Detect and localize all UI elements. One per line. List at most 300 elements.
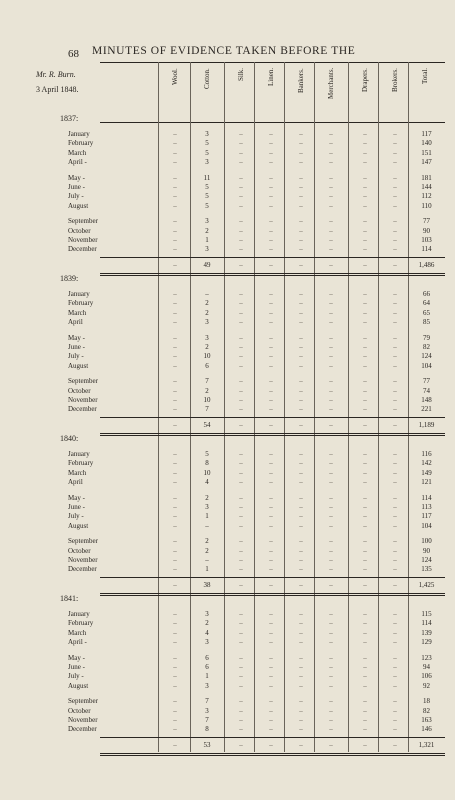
cell-wool: –: [173, 377, 177, 386]
cell-empty: –: [269, 459, 273, 468]
cell-empty: –: [239, 158, 243, 167]
cell-empty: –: [269, 158, 273, 167]
cell-empty: –: [239, 663, 243, 671]
cell-wool: –: [173, 318, 177, 327]
cell-empty: –: [329, 183, 333, 191]
cell-empty: –: [363, 386, 367, 395]
cell-cotton: 3: [205, 158, 209, 167]
sum-empty: –: [329, 260, 333, 269]
cell-empty: –: [239, 565, 243, 574]
cell-total: 64: [423, 299, 430, 308]
cell-empty: –: [393, 537, 397, 546]
cell-empty: –: [269, 697, 273, 706]
cell-empty: –: [329, 333, 333, 342]
cell-empty: –: [269, 546, 273, 555]
cell-empty: –: [239, 493, 243, 502]
cell-empty: –: [269, 192, 273, 201]
cell-empty: –: [269, 468, 273, 477]
cell-total: 77: [423, 377, 430, 386]
month-label: January: [68, 290, 90, 298]
cell-empty: –: [299, 716, 303, 724]
cell-empty: –: [269, 610, 273, 618]
cell-empty: –: [299, 450, 303, 458]
cell-empty: –: [269, 478, 273, 487]
cell-empty: –: [239, 672, 243, 681]
cell-cotton: 2: [205, 299, 209, 308]
cell-empty: –: [299, 512, 303, 521]
cell-total: 146: [421, 725, 432, 734]
cell-empty: –: [239, 148, 243, 157]
cell-empty: –: [393, 130, 397, 138]
cell-empty: –: [363, 158, 367, 167]
cell-empty: –: [239, 226, 243, 235]
cell-total: 115: [421, 610, 432, 618]
cell-empty: –: [239, 619, 243, 628]
cell-wool: –: [173, 725, 177, 734]
cell-total: 124: [421, 352, 432, 361]
cell-empty: –: [363, 333, 367, 342]
cell-empty: –: [239, 697, 243, 706]
cell-total: 124: [421, 556, 432, 564]
month-label: September: [68, 697, 98, 706]
cell-empty: –: [269, 361, 273, 370]
month-label: June -: [68, 183, 85, 191]
cell-empty: –: [269, 245, 273, 254]
cell-empty: –: [239, 299, 243, 308]
month-label: May -: [68, 333, 85, 342]
cell-empty: –: [363, 343, 367, 351]
cell-total: 142: [421, 459, 432, 468]
cell-empty: –: [329, 290, 333, 298]
month-label: April -: [68, 638, 87, 647]
cell-empty: –: [329, 386, 333, 395]
cell-wool: –: [173, 672, 177, 681]
cell-total: 113: [421, 503, 432, 511]
month-label: February: [68, 299, 94, 308]
cell-empty: –: [329, 299, 333, 308]
cell-empty: –: [363, 468, 367, 477]
cell-empty: –: [299, 546, 303, 555]
cell-cotton: 2: [205, 343, 209, 351]
cell-wool: –: [173, 716, 177, 724]
cell-cotton: 5: [205, 192, 209, 201]
cell-empty: –: [393, 352, 397, 361]
cell-empty: –: [299, 459, 303, 468]
cell-wool: –: [173, 697, 177, 706]
month-label: September: [68, 217, 98, 226]
cell-wool: –: [173, 681, 177, 690]
cell-wool: –: [173, 450, 177, 458]
cell-empty: –: [393, 653, 397, 662]
cell-cotton: 8: [205, 459, 209, 468]
cell-empty: –: [393, 556, 397, 564]
cell-empty: –: [329, 405, 333, 414]
sum-wool: –: [173, 740, 177, 749]
column-divider: [224, 62, 225, 752]
cell-empty: –: [269, 493, 273, 502]
cell-empty: –: [239, 333, 243, 342]
cell-cotton: 3: [205, 503, 209, 511]
cell-wool: –: [173, 565, 177, 574]
cell-empty: –: [299, 236, 303, 244]
cell-empty: –: [393, 628, 397, 637]
cell-empty: –: [329, 468, 333, 477]
cell-empty: –: [239, 236, 243, 244]
cell-empty: –: [239, 628, 243, 637]
cell-total: 163: [421, 716, 432, 724]
cell-empty: –: [363, 405, 367, 414]
cell-empty: –: [393, 299, 397, 308]
month-label: January: [68, 130, 90, 138]
cell-empty: –: [363, 546, 367, 555]
cell-empty: –: [299, 653, 303, 662]
cell-empty: –: [363, 653, 367, 662]
cell-cotton: 3: [205, 217, 209, 226]
cell-empty: –: [329, 503, 333, 511]
cell-empty: –: [269, 226, 273, 235]
cell-cotton: 6: [205, 663, 209, 671]
cell-empty: –: [363, 173, 367, 182]
cell-empty: –: [299, 183, 303, 191]
cell-empty: –: [363, 352, 367, 361]
cell-wool: –: [173, 468, 177, 477]
cell-empty: –: [393, 478, 397, 487]
cell-empty: –: [269, 503, 273, 511]
cell-empty: –: [299, 493, 303, 502]
cell-cotton: 8: [205, 725, 209, 734]
sum-top-rule: [100, 737, 445, 738]
cell-empty: –: [239, 183, 243, 191]
sum-empty: –: [239, 740, 243, 749]
cell-wool: –: [173, 217, 177, 226]
cell-empty: –: [363, 201, 367, 210]
sum-bottom-rule: [100, 753, 445, 756]
cell-empty: –: [299, 245, 303, 254]
cell-empty: –: [269, 628, 273, 637]
cell-empty: –: [329, 148, 333, 157]
cell-wool: –: [173, 139, 177, 148]
cell-empty: –: [239, 468, 243, 477]
cell-empty: –: [329, 546, 333, 555]
cell-empty: –: [393, 148, 397, 157]
cell-wool: –: [173, 183, 177, 191]
cell-total: 79: [423, 333, 430, 342]
month-label: July -: [68, 512, 84, 521]
cell-empty: –: [299, 663, 303, 671]
cell-empty: –: [239, 725, 243, 734]
cell-empty: –: [363, 290, 367, 298]
cell-empty: –: [269, 217, 273, 226]
cell-wool: –: [173, 663, 177, 671]
cell-empty: –: [299, 468, 303, 477]
header-bottom-rule: [100, 122, 445, 123]
cell-cotton: –: [205, 556, 209, 564]
cell-empty: –: [239, 405, 243, 414]
month-label: August: [68, 201, 89, 210]
cell-wool: –: [173, 706, 177, 715]
cell-empty: –: [329, 537, 333, 546]
cell-empty: –: [393, 217, 397, 226]
cell-empty: –: [393, 318, 397, 327]
year-label: 1840:: [60, 434, 79, 443]
month-label: March: [68, 628, 87, 637]
cell-cotton: 2: [205, 619, 209, 628]
cell-empty: –: [239, 386, 243, 395]
month-label: September: [68, 537, 98, 546]
cell-cotton: 5: [205, 183, 209, 191]
cell-empty: –: [239, 653, 243, 662]
column-header: Cotton.: [203, 68, 211, 89]
cell-empty: –: [299, 706, 303, 715]
cell-empty: –: [299, 556, 303, 564]
cell-cotton: 1: [205, 512, 209, 521]
cell-empty: –: [269, 290, 273, 298]
sum-cotton: 53: [203, 740, 211, 749]
cell-empty: –: [329, 226, 333, 235]
cell-empty: –: [299, 361, 303, 370]
cell-empty: –: [239, 681, 243, 690]
cell-empty: –: [269, 396, 273, 404]
cell-empty: –: [239, 716, 243, 724]
cell-empty: –: [239, 245, 243, 254]
sum-total: 1,321: [418, 740, 435, 749]
cell-empty: –: [393, 245, 397, 254]
cell-empty: –: [393, 503, 397, 511]
cell-total: 116: [421, 450, 432, 458]
cell-total: 144: [421, 183, 432, 191]
cell-cotton: 7: [205, 716, 209, 724]
cell-cotton: 5: [205, 139, 209, 148]
column-header: Silk.: [237, 68, 245, 82]
cell-empty: –: [239, 638, 243, 647]
cell-empty: –: [239, 556, 243, 564]
cell-empty: –: [363, 183, 367, 191]
month-label: February: [68, 619, 94, 628]
month-label: October: [68, 546, 91, 555]
cell-empty: –: [393, 493, 397, 502]
cell-empty: –: [269, 537, 273, 546]
cell-wool: –: [173, 638, 177, 647]
cell-cotton: 7: [205, 405, 209, 414]
cell-total: 117: [421, 512, 432, 521]
cell-empty: –: [329, 245, 333, 254]
cell-cotton: 3: [205, 318, 209, 327]
sum-empty: –: [329, 420, 333, 429]
cell-empty: –: [329, 343, 333, 351]
cell-empty: –: [393, 333, 397, 342]
month-label: August: [68, 361, 89, 370]
sum-empty: –: [299, 740, 303, 749]
cell-empty: –: [329, 706, 333, 715]
page-number: 68: [68, 48, 79, 60]
cell-empty: –: [299, 158, 303, 167]
cell-empty: –: [393, 377, 397, 386]
cell-empty: –: [239, 610, 243, 618]
cell-empty: –: [363, 299, 367, 308]
cell-cotton: –: [205, 290, 209, 298]
cell-empty: –: [299, 192, 303, 201]
evidence-date: 3 April 1848.: [36, 85, 79, 94]
cell-empty: –: [299, 299, 303, 308]
sum-empty: –: [363, 580, 367, 589]
cell-empty: –: [363, 503, 367, 511]
month-label: November: [68, 716, 98, 724]
month-label: December: [68, 405, 97, 414]
cell-empty: –: [299, 565, 303, 574]
cell-empty: –: [393, 468, 397, 477]
cell-wool: –: [173, 619, 177, 628]
cell-empty: –: [363, 318, 367, 327]
cell-wool: –: [173, 299, 177, 308]
cell-empty: –: [269, 201, 273, 210]
cell-total: 74: [423, 386, 430, 395]
cell-wool: –: [173, 521, 177, 530]
cell-empty: –: [393, 619, 397, 628]
cell-empty: –: [393, 173, 397, 182]
cell-empty: –: [329, 352, 333, 361]
cell-empty: –: [329, 130, 333, 138]
column-header: Drapers.: [361, 68, 369, 92]
cell-total: 106: [421, 672, 432, 681]
cell-total: 92: [423, 681, 430, 690]
cell-cotton: 7: [205, 377, 209, 386]
cell-empty: –: [299, 217, 303, 226]
cell-empty: –: [239, 706, 243, 715]
cell-empty: –: [269, 405, 273, 414]
cell-total: 90: [423, 546, 430, 555]
cell-empty: –: [363, 139, 367, 148]
cell-empty: –: [299, 619, 303, 628]
sum-empty: –: [363, 420, 367, 429]
cell-cotton: 3: [205, 681, 209, 690]
cell-empty: –: [239, 217, 243, 226]
sum-empty: –: [269, 740, 273, 749]
cell-cotton: 1: [205, 672, 209, 681]
cell-wool: –: [173, 556, 177, 564]
sum-bottom-rule: [100, 273, 445, 276]
cell-empty: –: [393, 706, 397, 715]
cell-empty: –: [393, 183, 397, 191]
cell-empty: –: [393, 192, 397, 201]
cell-empty: –: [363, 493, 367, 502]
cell-empty: –: [329, 521, 333, 530]
cell-wool: –: [173, 352, 177, 361]
cell-empty: –: [329, 610, 333, 618]
cell-empty: –: [299, 352, 303, 361]
sum-wool: –: [173, 580, 177, 589]
cell-total: 90: [423, 226, 430, 235]
cell-empty: –: [299, 377, 303, 386]
cell-total: 221: [421, 405, 432, 414]
column-divider: [190, 62, 191, 752]
cell-empty: –: [239, 450, 243, 458]
cell-empty: –: [393, 565, 397, 574]
cell-total: 147: [421, 158, 432, 167]
sum-empty: –: [299, 580, 303, 589]
running-head: MINUTES OF EVIDENCE TAKEN BEFORE THE: [92, 45, 356, 57]
cell-empty: –: [269, 148, 273, 157]
cell-empty: –: [239, 546, 243, 555]
cell-empty: –: [269, 663, 273, 671]
cell-empty: –: [269, 386, 273, 395]
month-label: October: [68, 386, 91, 395]
cell-empty: –: [269, 512, 273, 521]
cell-empty: –: [363, 478, 367, 487]
cell-wool: –: [173, 478, 177, 487]
cell-wool: –: [173, 236, 177, 244]
sum-wool: –: [173, 260, 177, 269]
sum-empty: –: [393, 740, 397, 749]
cell-wool: –: [173, 537, 177, 546]
cell-empty: –: [363, 537, 367, 546]
cell-empty: –: [329, 725, 333, 734]
sum-empty: –: [393, 260, 397, 269]
cell-empty: –: [239, 396, 243, 404]
cell-empty: –: [329, 139, 333, 148]
cell-total: 94: [423, 663, 430, 671]
column-header: Linen.: [267, 68, 275, 87]
cell-wool: –: [173, 333, 177, 342]
cell-empty: –: [239, 290, 243, 298]
month-label: January: [68, 610, 90, 618]
sum-top-rule: [100, 417, 445, 418]
cell-empty: –: [239, 352, 243, 361]
cell-cotton: 2: [205, 546, 209, 555]
column-header: Brokers.: [391, 68, 399, 92]
cell-empty: –: [299, 308, 303, 317]
sum-bottom-rule: [100, 433, 445, 436]
cell-empty: –: [393, 672, 397, 681]
cell-wool: –: [173, 245, 177, 254]
cell-empty: –: [269, 318, 273, 327]
cell-wool: –: [173, 290, 177, 298]
month-label: May -: [68, 653, 85, 662]
sum-empty: –: [393, 420, 397, 429]
cell-total: 149: [421, 468, 432, 477]
sum-top-rule: [100, 257, 445, 258]
cell-total: 77: [423, 217, 430, 226]
cell-empty: –: [363, 565, 367, 574]
cell-cotton: 10: [203, 352, 211, 361]
cell-total: 65: [423, 308, 430, 317]
cell-cotton: 4: [205, 628, 209, 637]
cell-empty: –: [299, 226, 303, 235]
month-label: July -: [68, 192, 84, 201]
cell-cotton: 5: [205, 148, 209, 157]
cell-empty: –: [299, 672, 303, 681]
cell-cotton: 3: [205, 638, 209, 647]
sum-cotton: 38: [203, 580, 211, 589]
cell-wool: –: [173, 546, 177, 555]
cell-empty: –: [299, 318, 303, 327]
cell-cotton: 3: [205, 706, 209, 715]
cell-empty: –: [269, 681, 273, 690]
cell-empty: –: [269, 299, 273, 308]
column-header: Total.: [421, 68, 429, 85]
cell-total: 139: [421, 628, 432, 637]
cell-total: 148: [421, 396, 432, 404]
cell-total: 104: [421, 521, 432, 530]
cell-total: 140: [421, 139, 432, 148]
cell-empty: –: [329, 459, 333, 468]
cell-empty: –: [363, 512, 367, 521]
cell-empty: –: [239, 173, 243, 182]
cell-total: 181: [421, 173, 432, 182]
cell-empty: –: [239, 361, 243, 370]
cell-empty: –: [363, 716, 367, 724]
cell-empty: –: [299, 697, 303, 706]
cell-empty: –: [393, 459, 397, 468]
